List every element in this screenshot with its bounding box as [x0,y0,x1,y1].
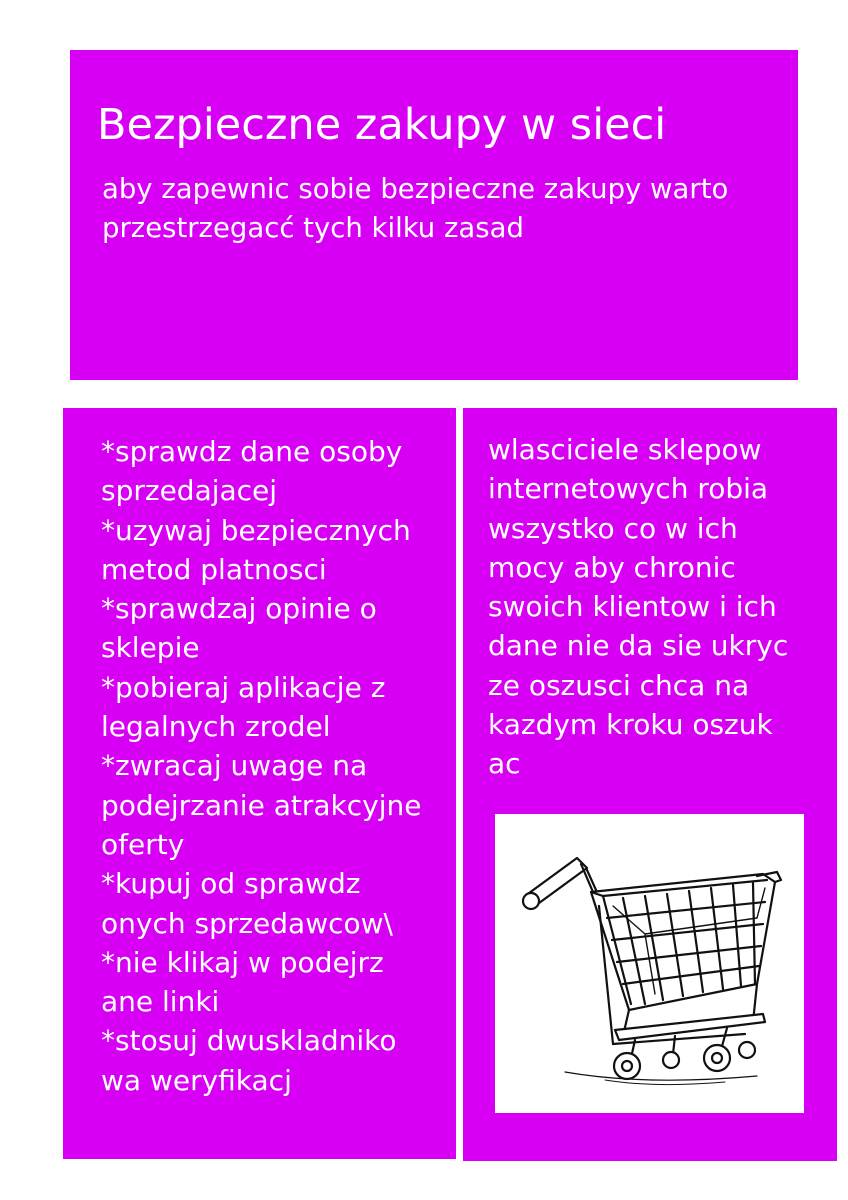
header-panel [70,50,798,380]
info-line: mocy aby chronic [488,550,736,584]
info-line: kazdym kroku oszuk [488,708,773,742]
tip-line: *sprawdz dane osoby [101,435,403,468]
tip-line: ane linki [101,985,220,1019]
info-text [488,430,788,784]
info-line: wlasciciele sklepow [488,433,762,466]
tip-line: *nie klikaj w podejrz [101,945,384,979]
tip-line: oferty [101,827,185,861]
tip-line: legalnych zrodel [101,710,331,744]
tips-list [101,432,421,1100]
tip-line: sklepie [101,631,200,665]
tip-line: wa weryfikacj [101,1063,292,1097]
tip-line: *stosuj dwuskladniko [101,1024,397,1058]
tip-line: podejrzanie atrakcyjne [101,788,422,822]
info-line: dane nie da sie ukryc [488,629,789,663]
tip-line: onych sprzedawcow\ [101,906,393,940]
subtitle-line: aby zapewnic sobie bezpieczne zakupy warto [102,173,729,205]
tip-line: *zwracaj uwage na [101,749,368,783]
shopping-cart-image [495,814,804,1113]
info-line: wszystko co w ich [488,511,738,545]
info-line: internetowych robia [488,472,769,506]
tip-line: sprzedajacej [101,474,278,508]
tip-line: *uzywaj bezpiecznych [101,513,411,547]
info-line: ze oszusci chca na [488,668,750,702]
tip-line: metod platnosci [101,552,327,586]
info-panel [463,408,837,1161]
page-title: Bezpieczne zakupy w sieci [97,100,667,150]
tip-line: *kupuj od sprawdz [101,867,361,901]
tip-line: *pobieraj aplikacje z [101,670,386,704]
shopping-cart-icon [495,814,804,1113]
subtitle-line: przestrzegacć tych kilku zasad [102,212,524,244]
subtitle [102,170,728,248]
info-line: ac [488,747,521,781]
tip-line: *sprawdzaj opinie o [101,592,377,626]
tips-panel [63,408,456,1159]
info-line: swoich klientow i ich [488,590,777,624]
